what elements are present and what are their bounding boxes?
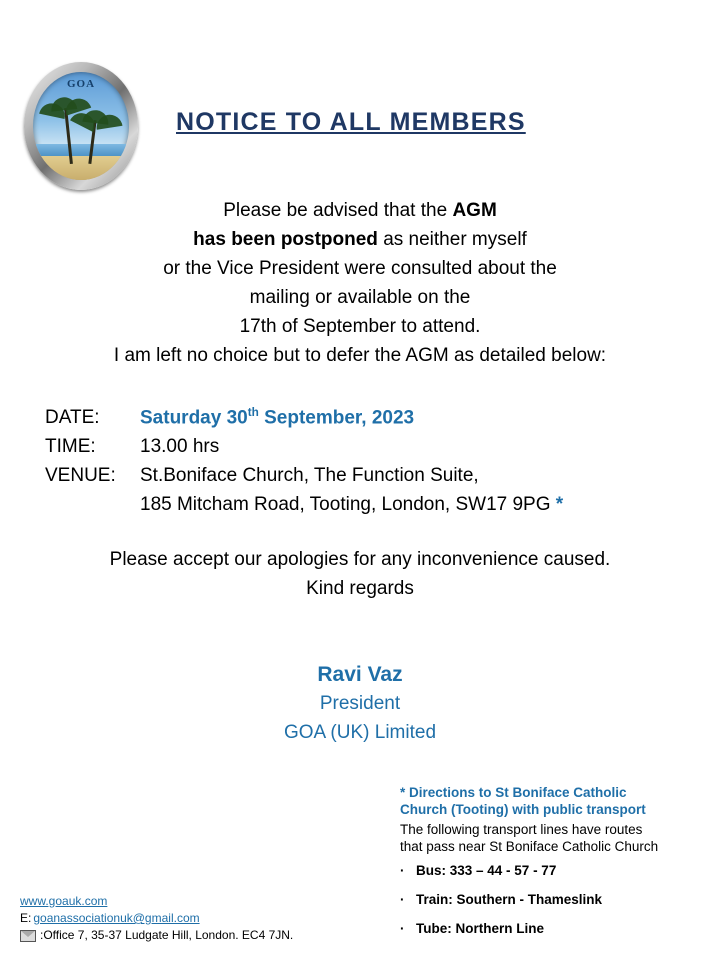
date-value-rest: September, 2023 bbox=[258, 407, 415, 429]
directions-subtitle-line-2: that pass near St Boniface Catholic Church bbox=[400, 839, 659, 854]
intro-paragraph bbox=[48, 196, 672, 370]
venue-asterisk: * bbox=[555, 494, 564, 516]
list-item bbox=[400, 891, 712, 909]
event-details bbox=[45, 398, 685, 519]
signature-organisation: GOA (UK) Limited bbox=[283, 722, 437, 743]
directions-item-text: Bus: 333 – 44 - 57 - 77 bbox=[416, 863, 557, 878]
time-label: TIME: bbox=[45, 436, 96, 458]
date-label: DATE: bbox=[45, 407, 100, 429]
venue-label: VENUE: bbox=[45, 465, 116, 487]
intro-line-6: I am left no choice but to defer the AGM as detailed below: bbox=[113, 345, 607, 366]
logo-inner-scene bbox=[33, 72, 129, 180]
signature-role: President bbox=[319, 693, 401, 714]
intro-postponed-bold: has been postponed bbox=[193, 229, 378, 250]
intro-line-4: mailing or available on the bbox=[249, 287, 471, 308]
bullet-icon: · bbox=[400, 921, 405, 936]
detail-row-venue bbox=[45, 461, 685, 490]
intro-line-1a: Please be advised that the bbox=[223, 200, 453, 221]
footer-contact bbox=[20, 893, 380, 944]
intro-line-3: or the Vice President were consulted about the bbox=[163, 258, 557, 279]
time-value: 13.00 hrs bbox=[140, 436, 220, 458]
goa-logo bbox=[24, 62, 138, 190]
bullet-icon: · bbox=[400, 892, 405, 907]
directions-subtitle-line-1: The following transport lines have routes bbox=[400, 822, 643, 837]
apology-line-2: Kind regards bbox=[306, 578, 414, 599]
signature-name: Ravi Vaz bbox=[317, 663, 403, 686]
logo-text: GOA bbox=[66, 78, 96, 90]
intro-line-2b: as neither myself bbox=[377, 229, 527, 250]
apology-line-1: Please accept our apologies for any inconvenience caused. bbox=[109, 549, 611, 570]
bullet-icon: · bbox=[400, 863, 405, 878]
directions-title-line-1: * Directions to St Boniface Catholic bbox=[400, 785, 627, 800]
page-title: NOTICE TO ALL MEMBERS bbox=[176, 108, 526, 136]
date-value bbox=[140, 398, 414, 432]
intro-line-5: 17th of September to attend. bbox=[239, 316, 481, 337]
apology-block bbox=[48, 545, 672, 603]
date-value-main: Saturday 30 bbox=[140, 407, 248, 429]
intro-agm-bold: AGM bbox=[452, 200, 497, 221]
email-label: E: bbox=[20, 911, 32, 925]
directions-block bbox=[400, 784, 712, 949]
date-value-ordinal: th bbox=[247, 406, 259, 419]
directions-item-text: Train: Southern - Thameslink bbox=[416, 892, 603, 907]
directions-subtitle bbox=[400, 821, 712, 855]
signature-block bbox=[48, 660, 672, 747]
venue-address: 185 Mitcham Road, Tooting, London, SW17 9PG bbox=[140, 494, 556, 516]
logo-sand bbox=[33, 154, 129, 180]
footer-email-row bbox=[20, 910, 380, 927]
list-item bbox=[400, 862, 712, 880]
directions-title bbox=[400, 784, 712, 818]
envelope-icon bbox=[20, 930, 36, 942]
footer-address-row bbox=[20, 927, 380, 944]
directions-title-line-2: Church (Tooting) with public transport bbox=[400, 802, 646, 817]
website-link[interactable]: www.goauk.com bbox=[20, 894, 108, 908]
list-item bbox=[400, 920, 712, 938]
address-text: :Office 7, 35-37 Ludgate Hill, London. EC4 7JN. bbox=[40, 928, 294, 942]
detail-row-time bbox=[45, 432, 685, 461]
venue-value-line1: St.Boniface Church, The Function Suite, bbox=[140, 465, 479, 487]
directions-item-text: Tube: Northern Line bbox=[416, 921, 544, 936]
intro-line-2 bbox=[48, 225, 672, 254]
intro-line-1 bbox=[48, 196, 672, 225]
email-link[interactable]: goanassociationuk@gmail.com bbox=[33, 911, 200, 925]
logo-sea bbox=[33, 144, 129, 156]
detail-row-date bbox=[45, 398, 685, 432]
footer-website-row bbox=[20, 893, 380, 910]
venue-value-line2 bbox=[140, 490, 685, 519]
